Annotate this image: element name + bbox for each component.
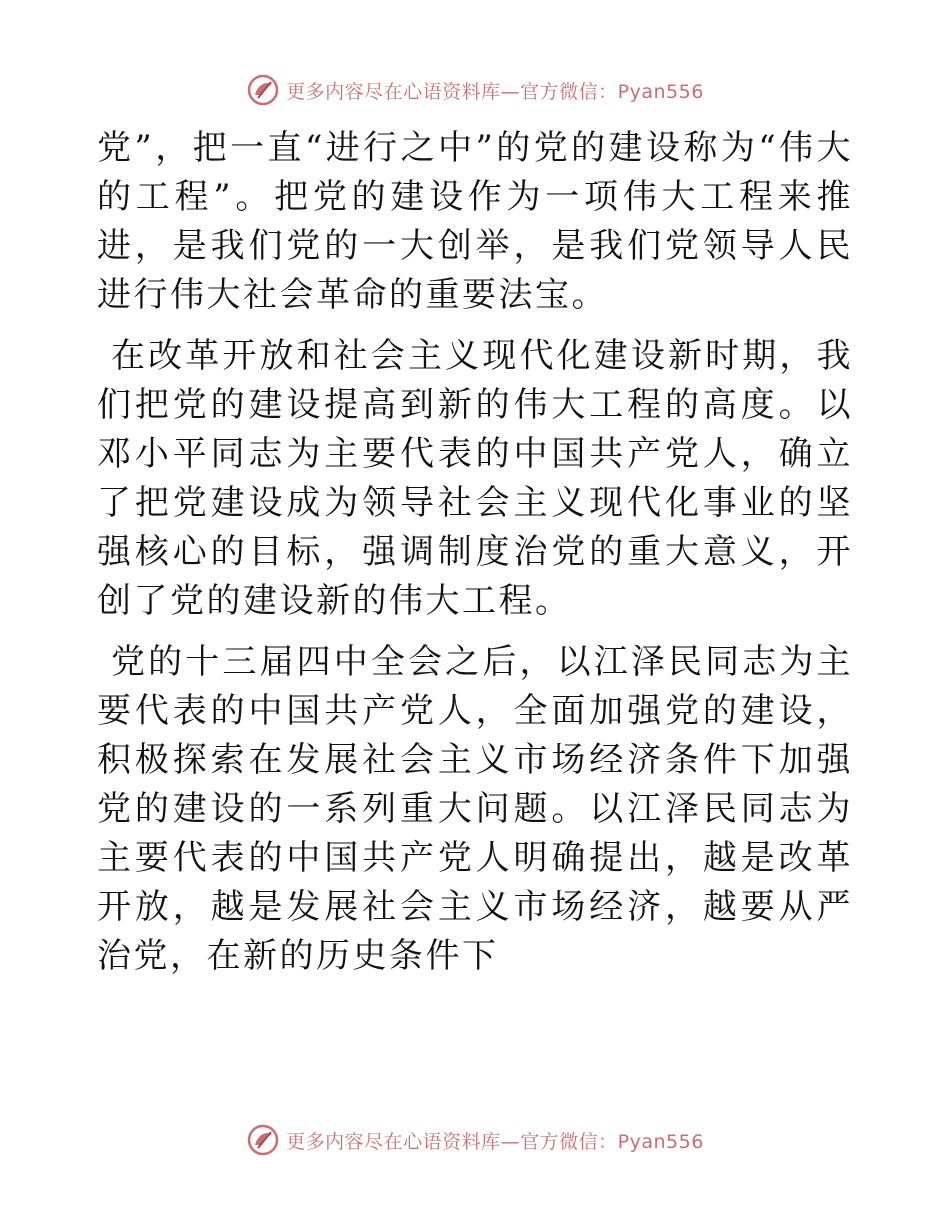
footer-banner xyxy=(0,1120,950,1160)
paragraph-2: 在改革开放和社会主义现代化建设新时期，我们把党的建设提高到新的伟大工程的高度。以邓小平同志为主要代表的中国共产党人，确立了把党建设成为领导社会主义现代化事业的坚强核心的目标，强调制度治党的重大意义，开创了党的建设新的伟大工程。 xyxy=(97,336,853,621)
swirl-logo-icon xyxy=(246,73,280,107)
paragraph-3: 党的十三届四中全会之后，以江泽民同志为主要代表的中国共产党人，全面加强党的建设，积极探索在发展社会主义市场经济条件下加强党的建设的一系列重大问题。以江泽民同志为主要代表的中国共产党人明确提出，越是改革开放，越是发展社会主义市场经济，越要从严治党，在新的历史条件下 xyxy=(97,642,853,976)
header-banner-text: 更多内容尽在心语资料库—官方微信：Pyan556 xyxy=(286,80,704,103)
paragraph-1: 党”，把一直“进行之中”的党的建设称为“伟大的工程”。把党的建设作为一项伟大工程来推进，是我们党的一大创举，是我们党领导人民进行伟大社会革命的重要法宝。 xyxy=(97,128,853,315)
footer-banner-text: 更多内容尽在心语资料库—官方微信：Pyan556 xyxy=(286,1130,704,1153)
document-body xyxy=(97,124,853,993)
header-banner xyxy=(0,70,950,110)
swirl-logo-icon xyxy=(246,1123,280,1157)
